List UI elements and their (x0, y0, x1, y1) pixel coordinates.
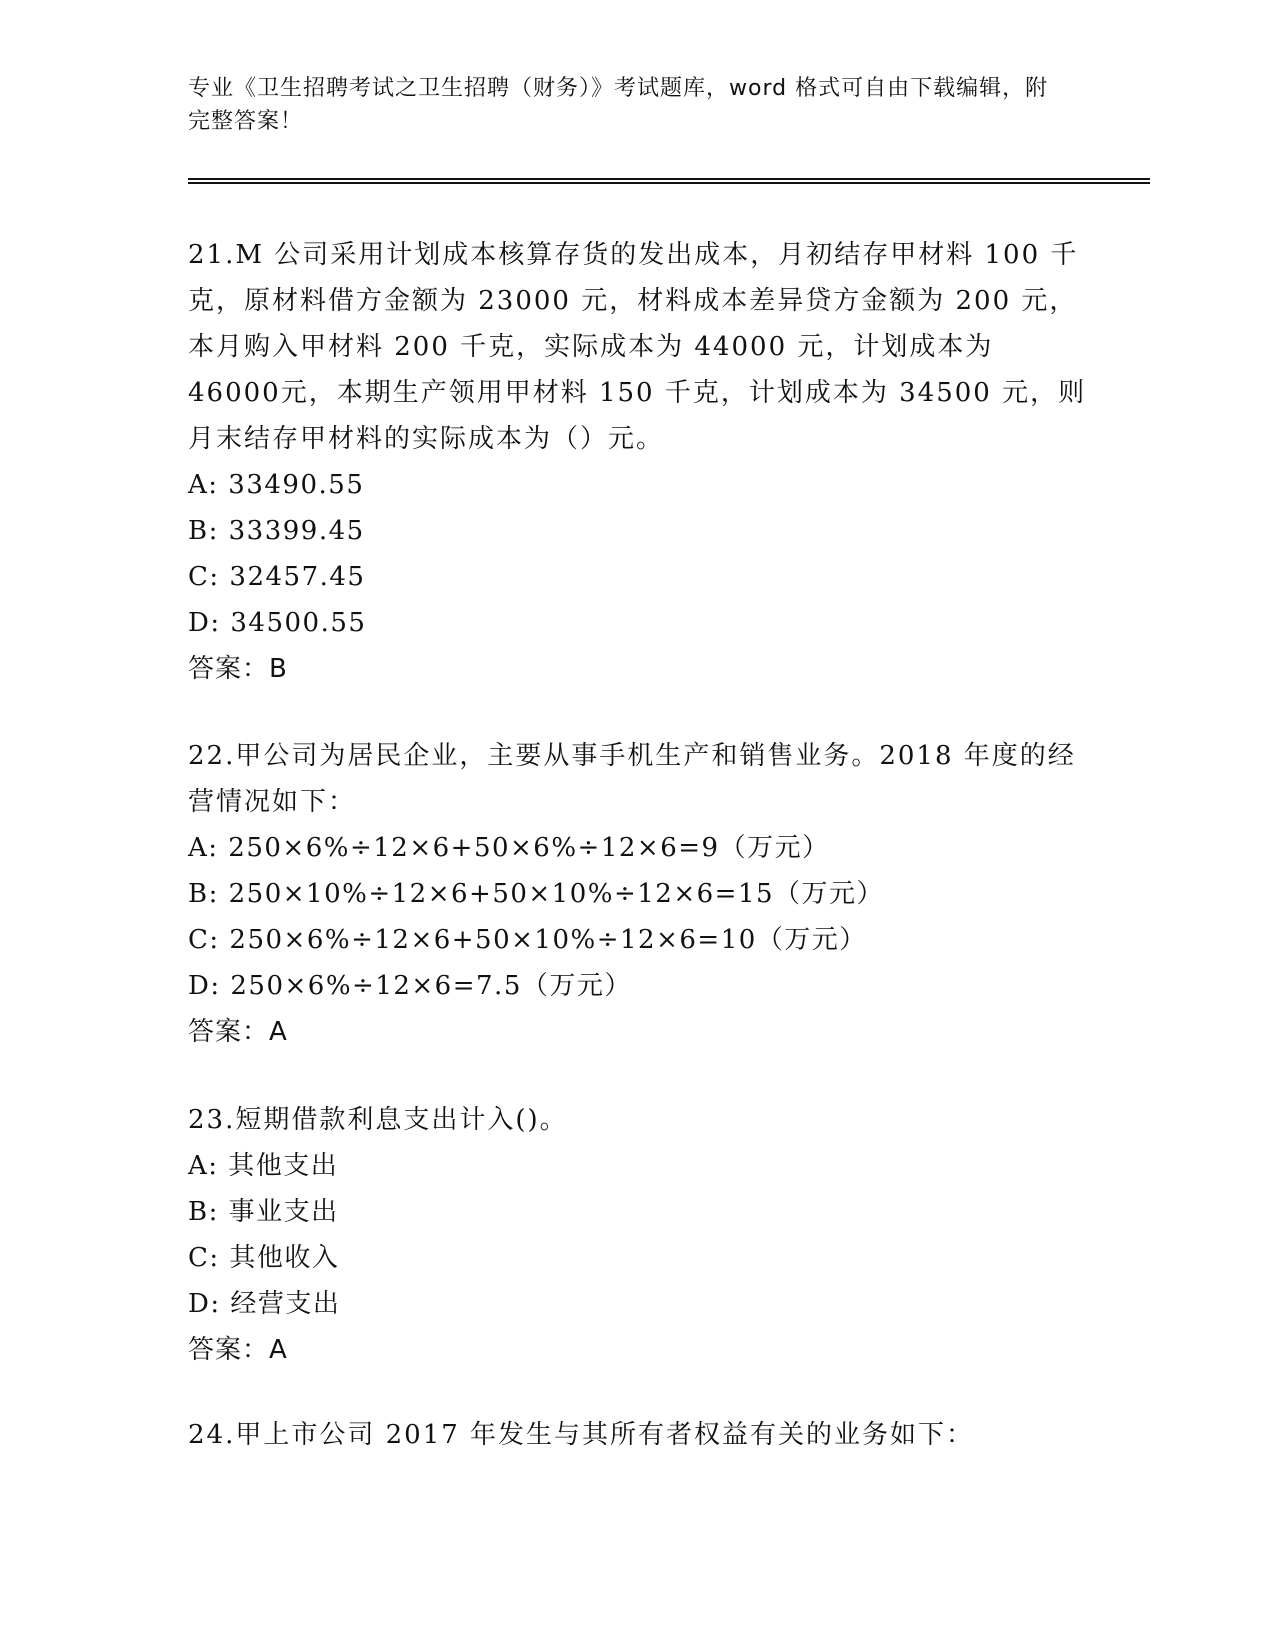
option-d: D: 34500.55 (188, 608, 367, 638)
option-d: D: 经营支出 (188, 1289, 341, 1319)
question-stem: 21.M 公司采用计划成本核算存货的发出成本，月初结存甲材料 100 千克，原材料借方金额为 23000 元，材料成本差异贷方金额为 200 元，本月购入甲材料 200 千克，实际成本为 44000 元，计划成本为 46000元，本期生产领用甲材料 150 千克，计划成本为 34500 元，则月末结存甲材料的实际成本为（）元。 (188, 240, 1087, 454)
question-24 (188, 1412, 1088, 1458)
option-b: B: 33399.45 (188, 516, 365, 546)
option-c: C: 其他收入 (188, 1243, 340, 1273)
option-a: A: 250×6%÷12×6+50×6%÷12×6=9（万元） (188, 833, 830, 863)
question-stem: 23.短期借款利息支出计入()。 (188, 1105, 568, 1135)
option-c: C: 250×6%÷12×6+50×10%÷12×6=10（万元） (188, 925, 867, 955)
option-b: B: 250×10%÷12×6+50×10%÷12×6=15（万元） (188, 879, 885, 909)
answer-line: 答案：A (188, 1335, 288, 1365)
document-header: 专业《卫生招聘考试之卫生招聘（财务）》考试题库，word 格式可自由下载编辑，附完整答案！ (188, 76, 1049, 134)
answer-line: 答案：A (188, 1017, 288, 1047)
option-b: B: 事业支出 (188, 1197, 339, 1227)
option-a: A: 其他支出 (188, 1151, 339, 1181)
question-21 (188, 232, 1088, 692)
question-stem: 22.甲公司为居民企业，主要从事手机生产和销售业务。2018 年度的经营情况如下： (188, 741, 1076, 817)
option-d: D: 250×6%÷12×6=7.5（万元） (188, 971, 632, 1001)
question-22 (188, 733, 1088, 1055)
header-divider-bottom (188, 182, 1150, 184)
question-23 (188, 1097, 1088, 1373)
question-stem: 24.甲上市公司 2017 年发生与其所有者权益有关的业务如下： (188, 1420, 975, 1450)
option-a: A: 33490.55 (188, 470, 365, 500)
answer-line: 答案：B (188, 654, 288, 684)
header-divider-top (188, 178, 1150, 180)
option-c: C: 32457.45 (188, 562, 366, 592)
